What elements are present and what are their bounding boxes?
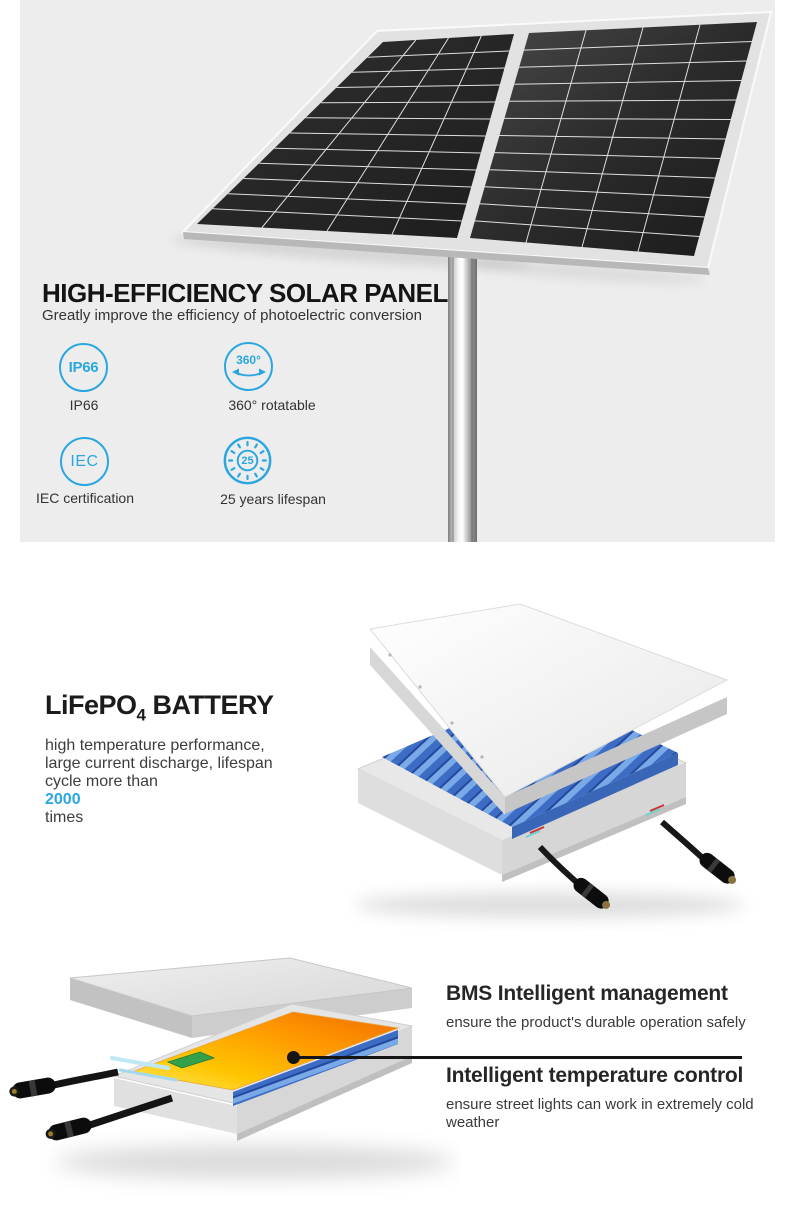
lifespan-25-label: 25 years lifespan (220, 491, 326, 507)
solar-panel-photo (20, 0, 775, 542)
feature-title-bms: BMS Intelligent management (446, 982, 728, 1005)
solar-panel-section (20, 0, 775, 542)
rotate-360-text: 360° (236, 353, 261, 367)
lifespan-25-icon (223, 436, 272, 485)
features-text (446, 982, 776, 1132)
highlight-2000: 2000 (45, 791, 81, 809)
feature-body-bms: ensure the product's durable operation safely (446, 1014, 746, 1031)
battery-heating-render (0, 930, 460, 1232)
feature-body-temperature: ensure street lights can work in extremely cold weather (446, 1096, 754, 1131)
feature-title-temperature: Intelligent temperature control (446, 1064, 744, 1087)
solar-section-subtitle: Greatly improve the efficiency of photoelectric conversion (42, 307, 422, 324)
rotate-360-label: 360° rotatable (228, 397, 316, 413)
ip66-badge-text: IP66 (68, 359, 99, 376)
solar-section-title: HIGH-EFFICIENCY SOLAR PANEL (42, 278, 448, 308)
battery-section-text (45, 690, 345, 827)
iec-badge-text: IEC (70, 452, 99, 470)
battery-pack-render (340, 575, 794, 935)
iec-badge-icon (60, 437, 109, 486)
iec-badge-label: IEC certification (35, 490, 135, 506)
feature-item (446, 1064, 776, 1132)
rotate-360-icon (224, 342, 273, 391)
ip66-badge-label: IP66 (69, 397, 99, 413)
rotate-arrow-icon (230, 366, 268, 381)
battery-section-title: LiFePO$_4$ BATTERY (45, 690, 274, 725)
battery-section-body: high temperature performance, large current discharge, lifespan cycle more than 2000 times (45, 737, 273, 827)
ip66-badge-icon (59, 343, 108, 392)
lifespan-25-text: 25 (241, 455, 254, 468)
feature-item (446, 982, 776, 1032)
